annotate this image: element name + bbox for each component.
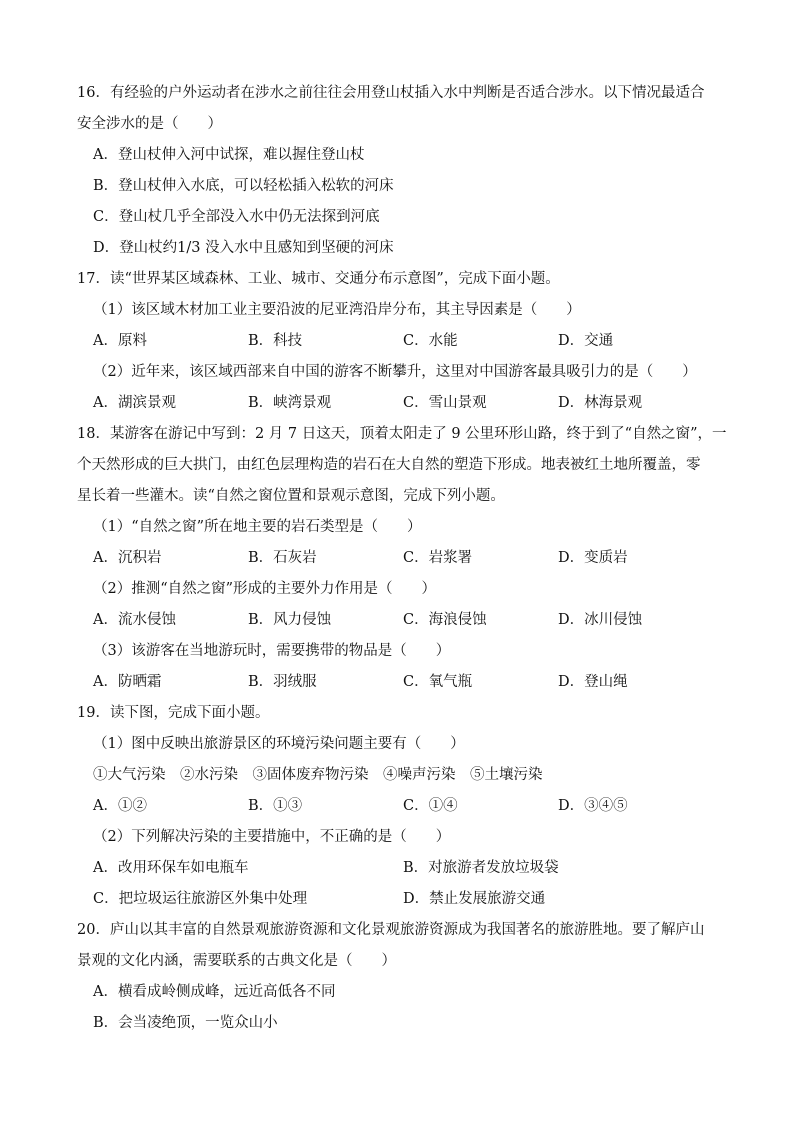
q16-option-b[interactable]: B．登山杖伸入水底，可以轻松插入松软的河床 xyxy=(93,178,394,194)
q20-option-a[interactable]: A．横看成岭侧成峰，远近高低各不同 xyxy=(93,984,336,1000)
q19-sub2-option-c[interactable]: C．把垃圾运往旅游区外集中处理 xyxy=(93,891,308,907)
q18-sub2-option-a[interactable]: A．流水侵蚀 xyxy=(93,612,176,628)
q17-sub2-option-d[interactable]: D．林海景观 xyxy=(558,395,643,411)
q19-sub2-option-a[interactable]: A．改用环保车如电瓶车 xyxy=(93,860,249,876)
q18-sub1: （1）“自然之窗”所在地主要的岩石类型是（ ） xyxy=(93,519,422,535)
q17-sub2-option-c[interactable]: C．雪山景观 xyxy=(403,395,487,411)
q19-sub2-option-d[interactable]: D．禁止发展旅游交通 xyxy=(403,891,546,907)
q18-sub2: （2）推测“自然之窗”形成的主要外力作用是（ ） xyxy=(93,581,437,597)
q17-sub1-option-a[interactable]: A．原料 xyxy=(93,333,147,349)
q19-stem: 19．读下图，完成下面小题。 xyxy=(77,705,270,721)
q18-sub2-option-c[interactable]: C．海浪侵蚀 xyxy=(403,612,487,628)
q20-stem-line1: 20．庐山以其丰富的自然景观旅游资源和文化景观旅游资源成为我国著名的旅游胜地。要了解庐山 xyxy=(77,922,705,938)
q18-stem-line3: 星长着一些灌木。读“自然之窗位置和景观示意图，完成下列小题。 xyxy=(77,488,505,504)
q19-sub1-option-c[interactable]: C．①④ xyxy=(403,798,458,814)
q17-sub2-option-b[interactable]: B．峡湾景观 xyxy=(248,395,332,411)
q18-sub3-options xyxy=(93,671,733,693)
q17-sub1-option-c[interactable]: C．水能 xyxy=(403,333,458,349)
q16-option-c[interactable]: C．登山杖几乎全部没入水中仍无法探到河底 xyxy=(93,209,380,225)
q18-sub2-option-d[interactable]: D．冰川侵蚀 xyxy=(558,612,643,628)
q17-stem: 17．读“世界某区域森林、工业、城市、交通分布示意图”，完成下面小题。 xyxy=(77,271,560,287)
q19-choice-list: ①大气污染 ②水污染 ③固体废弃物污染 ④噪声污染 ⑤土壤污染 xyxy=(93,767,543,783)
q18-sub1-option-a[interactable]: A．沉积岩 xyxy=(93,550,162,566)
q18-sub1-options xyxy=(93,547,733,569)
q16-option-d[interactable]: D．登山杖约1/3 没入水中且感知到坚硬的河床 xyxy=(93,240,394,256)
q18-sub2-option-b[interactable]: B．风力侵蚀 xyxy=(248,612,332,628)
q18-stem-line1: 18．某游客在游记中写到：2 月 7 日这天，顶着太阳走了 9 公里环形山路，终于到了“自然之窗”，一 xyxy=(77,426,727,442)
q17-sub1-options xyxy=(93,330,733,352)
q18-sub1-option-d[interactable]: D．变质岩 xyxy=(558,550,628,566)
q19-sub1-option-d[interactable]: D．③④⑤ xyxy=(558,798,628,814)
q19-sub1-options xyxy=(93,795,733,817)
q16-option-a[interactable]: A．登山杖伸入河中试探，难以握住登山杖 xyxy=(93,147,365,163)
q18-sub2-options xyxy=(93,609,733,631)
q17-sub2: （2）近年来，该区域西部来自中国的游客不断攀升，这里对中国游客最具吸引力的是（ ） xyxy=(93,364,697,380)
q17-sub2-option-a[interactable]: A．湖滨景观 xyxy=(93,395,176,411)
q17-sub2-options xyxy=(93,392,733,414)
q18-sub3-option-a[interactable]: A．防晒霜 xyxy=(93,674,162,690)
q19-sub1: （1）图中反映出旅游景区的环境污染问题主要有（ ） xyxy=(93,736,465,752)
q16-stem-line2: 安全涉水的是（ ） xyxy=(77,116,222,132)
q18-sub1-option-b[interactable]: B．石灰岩 xyxy=(248,550,317,566)
q17-sub1-option-b[interactable]: B．科技 xyxy=(248,333,303,349)
q20-stem-line2: 景观的文化内涵，需要联系的古典文化是（ ） xyxy=(77,953,396,969)
q19-sub2-options-row2 xyxy=(93,888,733,910)
q17-sub1: （1）该区域木材加工业主要沿波的尼亚湾沿岸分布，其主导因素是（ ） xyxy=(93,302,581,318)
q18-sub3-option-b[interactable]: B．羽绒服 xyxy=(248,674,317,690)
q19-sub2-options-row1 xyxy=(93,857,733,879)
q17-sub1-option-d[interactable]: D．交通 xyxy=(558,333,614,349)
q19-sub1-option-a[interactable]: A．①② xyxy=(93,798,147,814)
q16-stem-line1: 16．有经验的户外运动者在涉水之前往往会用登山杖插入水中判断是否适合涉水。以下情况最适合 xyxy=(77,85,705,101)
q18-sub3-option-c[interactable]: C．氧气瓶 xyxy=(403,674,473,690)
q18-sub3-option-d[interactable]: D．登山绳 xyxy=(558,674,628,690)
q18-stem-line2: 个天然形成的巨大拱门，由红色层理构造的岩石在大自然的塑造下形成。地表被红土地所覆盖，零 xyxy=(77,457,701,473)
q19-sub1-option-b[interactable]: B．①③ xyxy=(248,798,303,814)
q19-sub2-option-b[interactable]: B．对旅游者发放垃圾袋 xyxy=(403,860,559,876)
q20-option-b[interactable]: B．会当凌绝顶，一览众山小 xyxy=(93,1015,278,1031)
q18-sub3: （3）该游客在当地游玩时，需要携带的物品是（ ） xyxy=(93,643,451,659)
q19-sub2: （2）下列解决污染的主要措施中，不正确的是（ ） xyxy=(93,829,451,845)
q18-sub1-option-c[interactable]: C．岩浆署 xyxy=(403,550,473,566)
